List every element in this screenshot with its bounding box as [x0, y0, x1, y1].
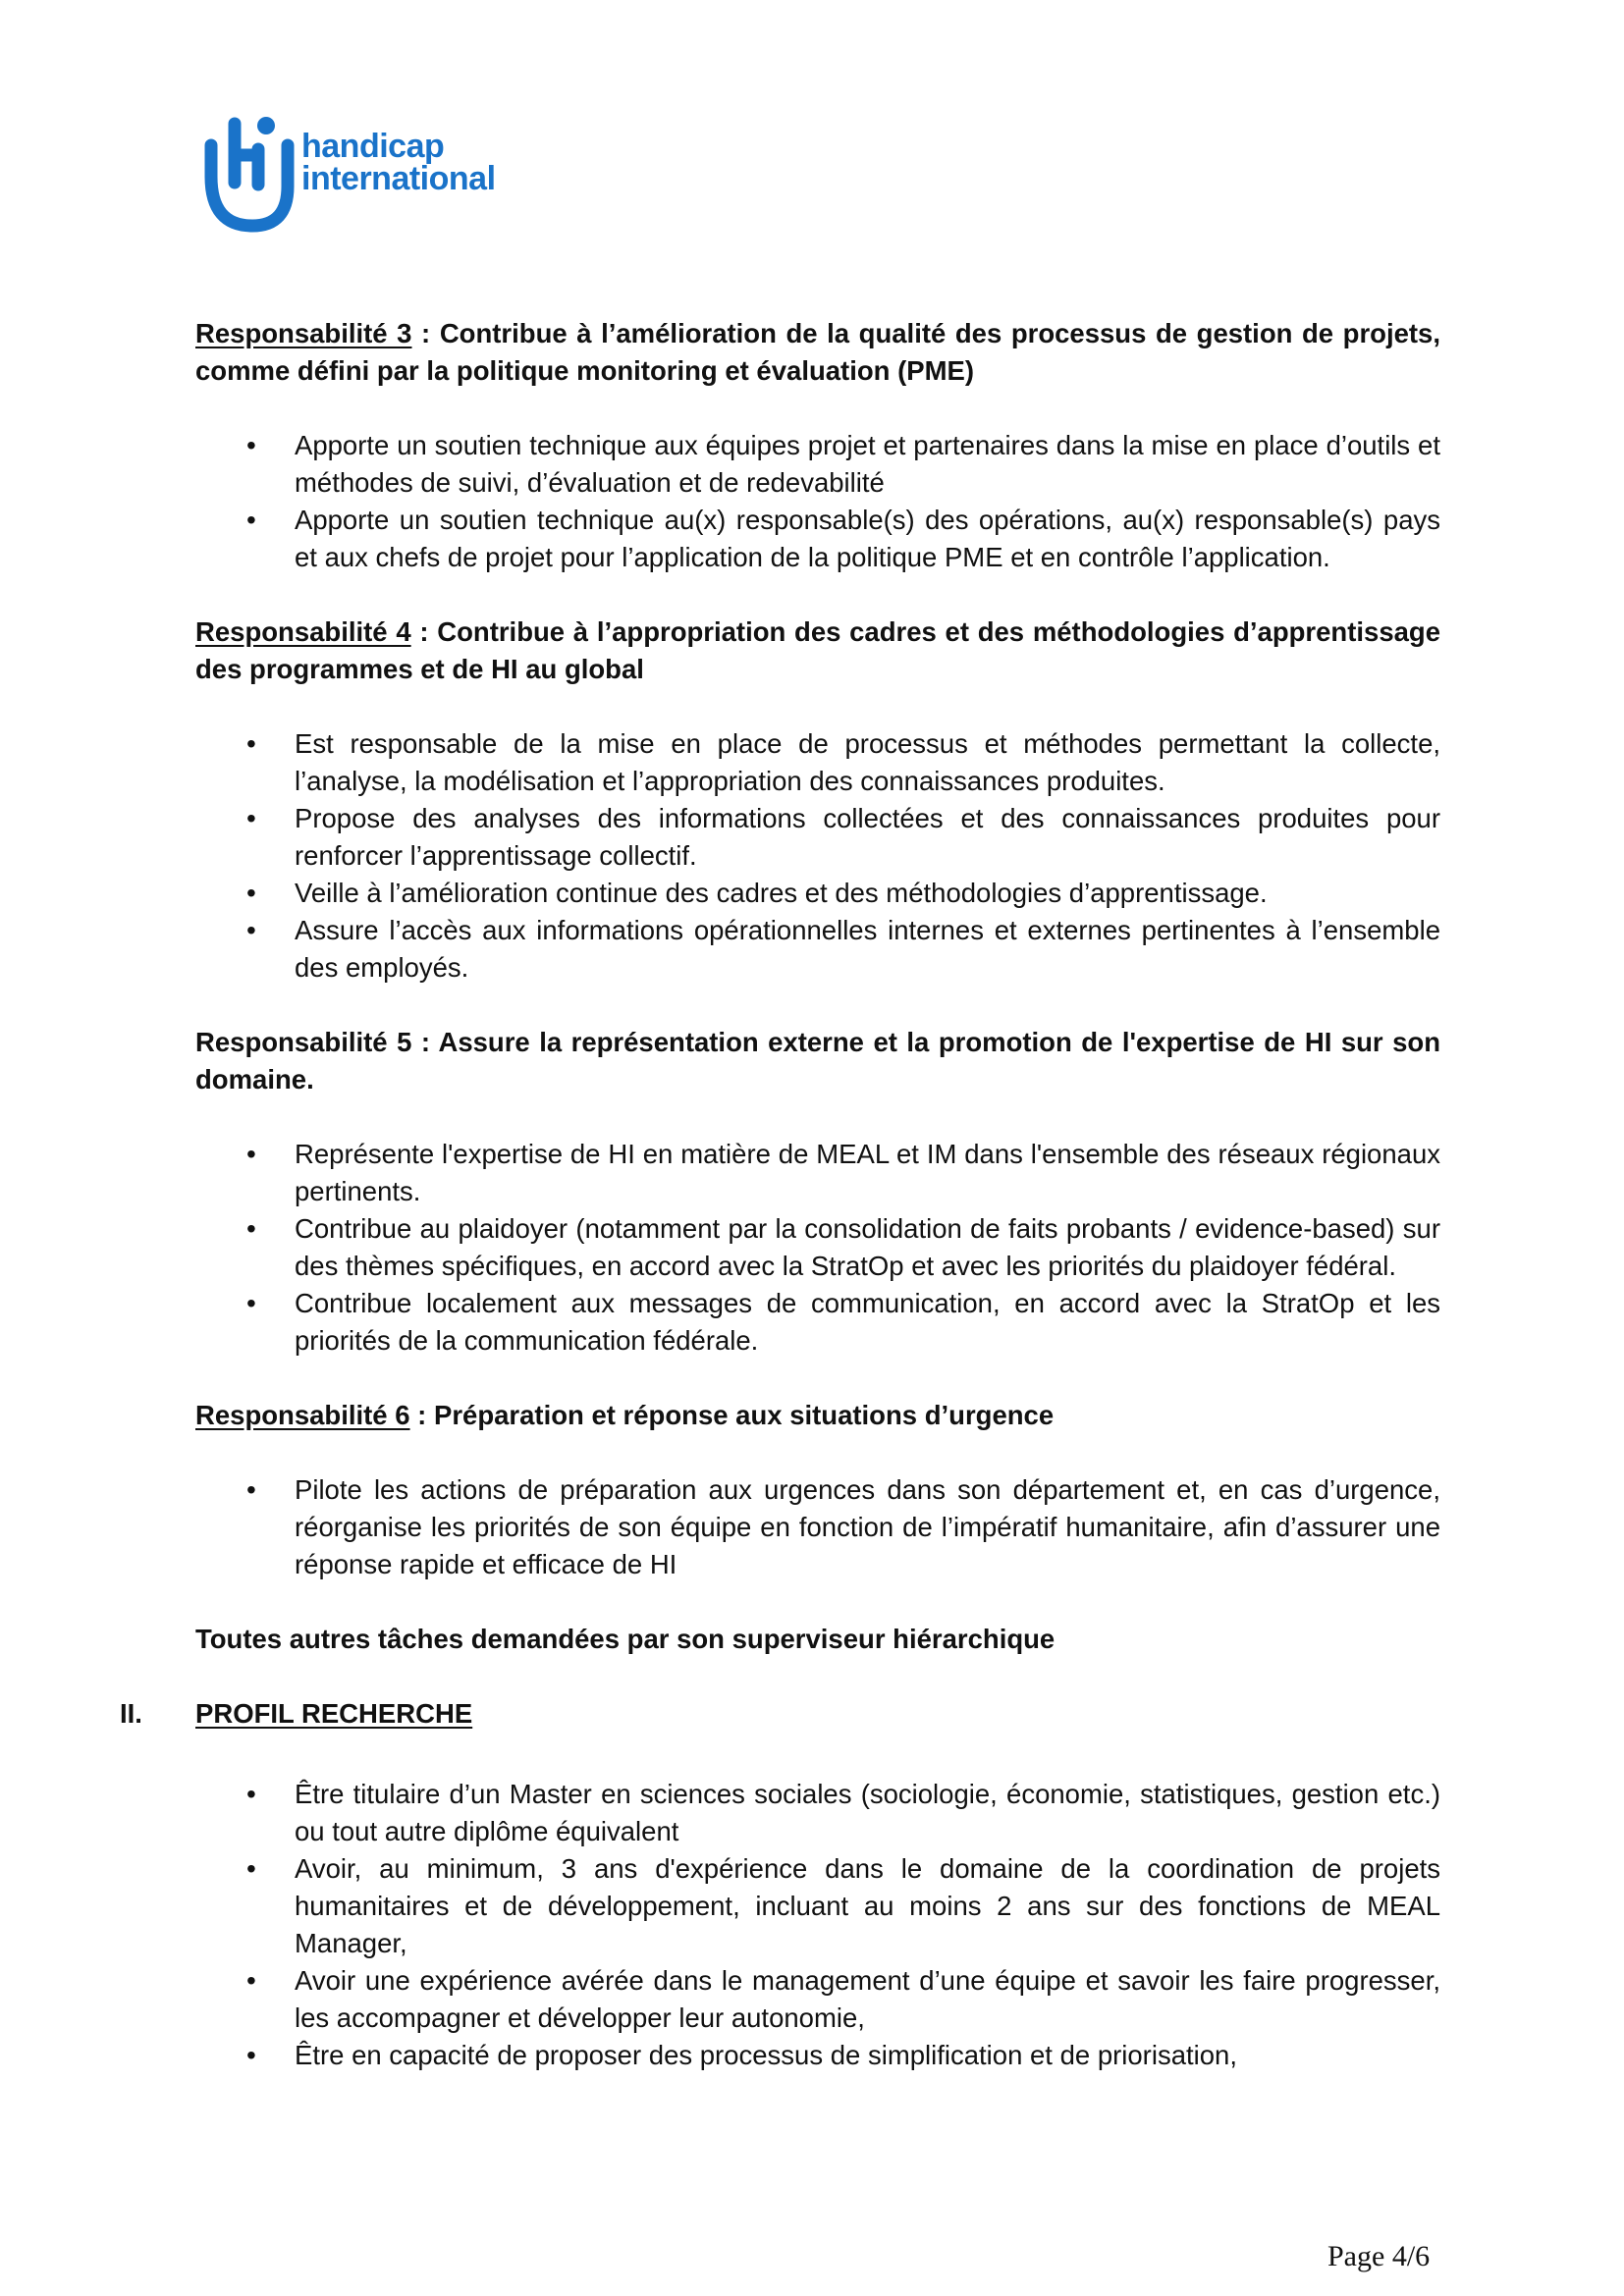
resp3-heading: [195, 315, 1440, 390]
resp4-bullet-list: [195, 725, 1440, 987]
list-item: • Être en capacité de proposer des processus de simplification et de priorisation,: [195, 2037, 1440, 2074]
profile-bullet-list: [195, 1776, 1440, 2074]
resp3-label: Responsabilité 3: [195, 318, 412, 348]
list-item: • Propose des analyses des informations collectées et des connaissances produites pour renforcer l’apprentissage collectif.: [195, 800, 1440, 875]
list-item: • Représente l'expertise de HI en matière de MEAL et IM dans l'ensemble des réseaux régionaux pertinents.: [195, 1136, 1440, 1210]
resp4-separator: :: [410, 616, 438, 647]
resp3-separator: :: [411, 318, 440, 348]
list-item: • Contribue localement aux messages de communication, en accord avec la StratOp et les priorités de la communication fédérale.: [195, 1285, 1440, 1360]
resp3-title: Contribue à l’amélioration de la qualité des processus de gestion de projets, comme défini par la politique monitoring et évaluation (PME): [195, 318, 1440, 386]
hi-hand-icon: [201, 106, 299, 234]
list-item: • Apporte un soutien technique au(x) responsable(s) des opérations, au(x) responsable(s) pays et aux chefs de projet pour l’application de la politique PME et en contrôle l’application.: [195, 502, 1440, 576]
resp5-bullet-list: [195, 1136, 1440, 1360]
list-item: • Assure l’accès aux informations opérationnelles internes et externes pertinentes à l’ensemble des employés.: [195, 912, 1440, 987]
resp4-label: Responsabilité 4: [195, 616, 411, 647]
resp6-label: Responsabilité 6: [195, 1400, 410, 1430]
document-body: [120, 315, 1440, 2111]
logo-line-international: international: [301, 160, 496, 197]
resp4-heading: [195, 614, 1440, 688]
section-number: II.: [120, 1698, 142, 1729]
handicap-international-logo: [201, 106, 545, 234]
list-item: • Contribue au plaidoyer (notamment par la consolidation de faits probants / evidence-based) sur des thèmes spécifiques, en accord avec la StratOp et avec les priorités du plaidoyer fédéral.: [195, 1210, 1440, 1285]
list-item: • Pilote les actions de préparation aux urgences dans son département et, en cas d’urgence, réorganise les priorités de son équipe en fonction de l’impératif humanitaire, afin d’assurer une réponse rapide et efficace de HI: [195, 1471, 1440, 1583]
section-two-heading: [120, 1695, 1440, 1733]
list-item: • Veille à l’amélioration continue des cadres et des méthodologies d’apprentissage.: [195, 875, 1440, 912]
spacer: [195, 1658, 1440, 1695]
resp6-title: Préparation et réponse aux situations d’urgence: [434, 1400, 1055, 1430]
list-item: • Être titulaire d’un Master en sciences sociales (sociologie, économie, statistiques, gestion etc.) ou tout autre diplôme équivalent: [195, 1776, 1440, 1850]
list-item: • Avoir, au minimum, 3 ans d'expérience dans le domaine de la coordination de projets humanitaires et de développement, incluant au moins 2 ans sur des fonctions de MEAL Manager,: [195, 1850, 1440, 1962]
list-item: • Avoir une expérience avérée dans le management d’une équipe et savoir les faire progresser, les accompagner et développer leur autonomie,: [195, 1962, 1440, 2037]
resp3-bullet-list: [195, 427, 1440, 576]
resp6-bullet-list: [195, 1471, 1440, 1583]
page-number: Page 4/6: [1327, 2240, 1431, 2272]
resp6-heading: [195, 1397, 1440, 1434]
logo-wordmark: [301, 128, 496, 197]
section-title: PROFIL RECHERCHE: [195, 1698, 473, 1729]
list-item: • Apporte un soutien technique aux équipes projet et partenaires dans la mise en place d’outils et méthodes de suivi, d’évaluation et de redevabilité: [195, 427, 1440, 502]
logo-line-handicap: handicap: [301, 128, 445, 165]
list-item: • Est responsable de la mise en place de processus et méthodes permettant la collecte, l’analyse, la modélisation et l’appropriation des connaissances produites.: [195, 725, 1440, 800]
other-tasks-line: Toutes autres tâches demandées par son superviseur hiérarchique: [195, 1624, 1056, 1654]
resp6-separator: :: [409, 1400, 434, 1430]
resp4-title: Contribue à l’appropriation des cadres et des méthodologies d’apprentissage des programmes et de HI au global: [195, 616, 1440, 684]
resp5-heading: Responsabilité 5 : Assure la représentation externe et la promotion de l'expertise de HI sur son domaine.: [195, 1027, 1440, 1095]
